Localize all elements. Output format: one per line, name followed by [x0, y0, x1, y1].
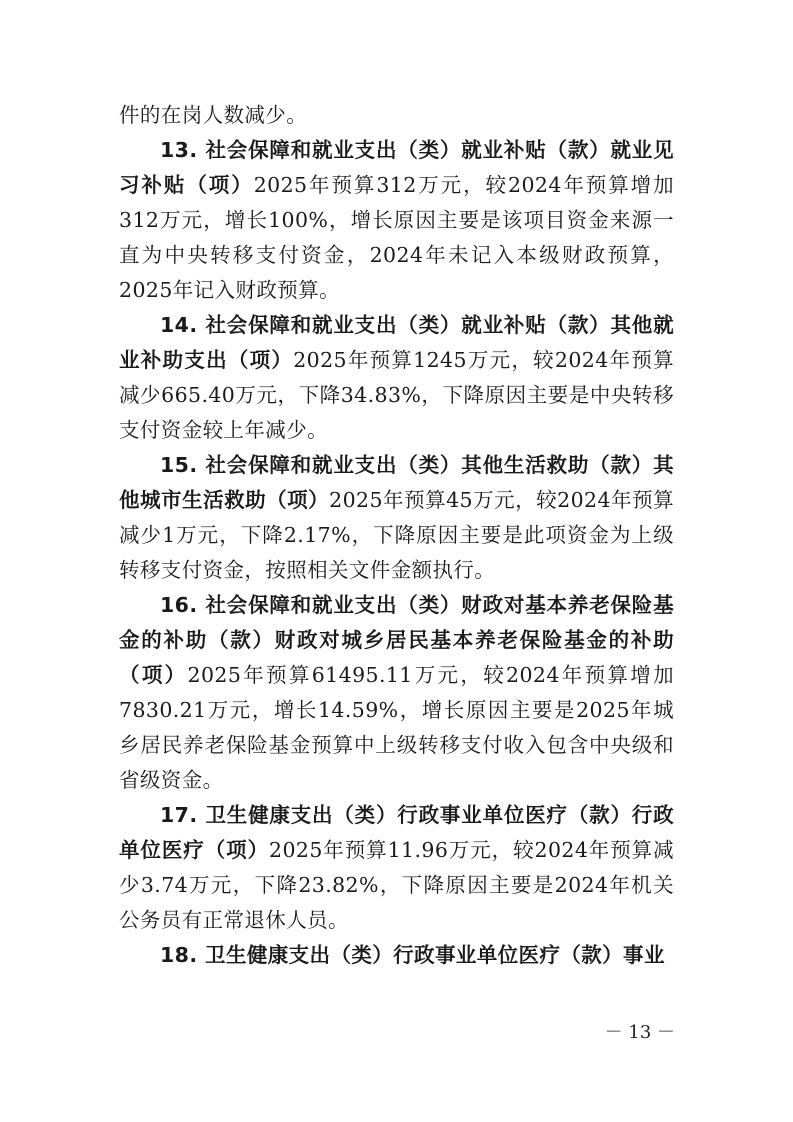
item-15 — [119, 448, 674, 588]
item-16-text: 2025年预算61495.11万元，较2024年预算增加7830.21万元，增长14.59%，增长原因主要是2025年城乡居民养老保险基金预算中上级转移支付收入包含中央级和省级资金。 — [119, 663, 674, 792]
item-16-heading: 16. 社会保障和就业支出（类）财政对基本养老保险基金的补助（款）财政对城乡居民基本养老保险基金的补助（项） — [119, 593, 674, 687]
document-body — [119, 98, 674, 973]
item-14 — [119, 308, 674, 448]
item-15-text: 2025年预算45万元，较2024年预算减少1万元，下降2.17%，下降原因主要是此项资金为上级转移支付资金，按照相关文件金额执行。 — [119, 488, 674, 582]
item-13-heading: 13. 社会保障和就业支出（类）就业补贴（款）就业见习补贴（项） — [119, 138, 674, 197]
item-17-text: 2025年预算11.96万元，较2024年预算减少3.74万元，下降23.82%，下降原因主要是2024年机关公务员有正常退休人员。 — [119, 838, 674, 932]
item-17 — [119, 798, 674, 938]
item-14-heading: 14. 社会保障和就业支出（类）就业补贴（款）其他就业补助支出（项） — [119, 313, 674, 372]
item-13-text: 2025年预算312万元，较2024年预算增加312万元，增长100%，增长原因主要是该项目资金来源一直为中央转移支付资金，2024年未记入本级财政预算，2025年记入财政预算。 — [119, 173, 675, 302]
item-18-heading: 18. 卫生健康支出（类）行政事业单位医疗（款）事业 — [160, 943, 665, 967]
item-18 — [119, 938, 674, 973]
item-15-heading: 15. 社会保障和就业支出（类）其他生活救助（款）其他城市生活救助（项） — [119, 453, 674, 512]
item-14-text: 2025年预算1245万元，较2024年预算减少665.40万元，下降34.83%，下降原因主要是中央转移支付资金较上年减少。 — [119, 348, 675, 442]
item-13 — [119, 133, 674, 308]
page-number: － 13 － — [604, 1022, 675, 1043]
item-16 — [119, 588, 674, 798]
intro-fragment: 件的在岗人数减少。 — [119, 103, 308, 127]
item-17-heading: 17. 卫生健康支出（类）行政事业单位医疗（款）行政单位医疗（项） — [119, 803, 674, 862]
